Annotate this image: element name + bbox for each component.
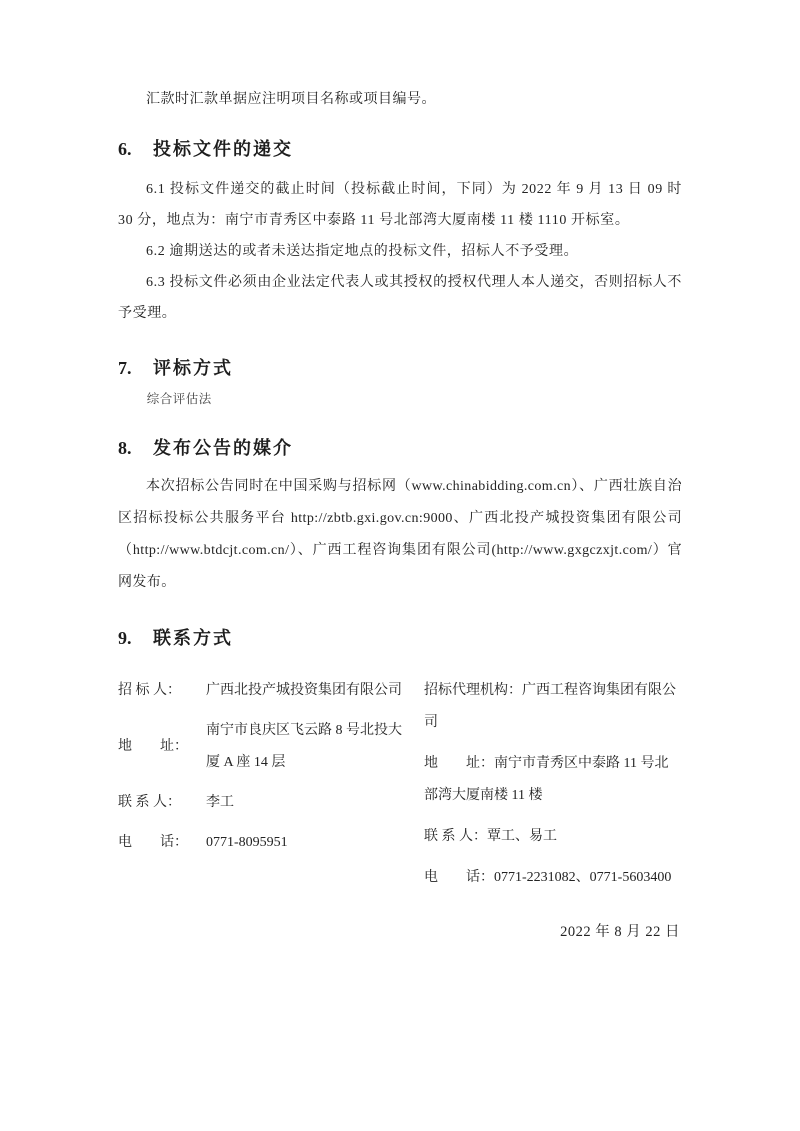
section-6-paragraph-3: 6.3 投标文件必须由企业法定代表人或其授权的授权代理人本人递交，否则招标人不予受理。 <box>118 275 682 321</box>
agency-contact-column <box>424 675 682 903</box>
section-6-number: 6. <box>118 139 132 159</box>
evaluation-method-text: 综合评估法 <box>146 392 212 406</box>
tenderer-contact-person-label: 联 系 人： <box>118 795 181 810</box>
tenderer-contact-column <box>118 675 410 903</box>
document-date: 2022 年 8 月 22 日 <box>560 924 680 940</box>
agency-name-label: 招标代理机构： <box>424 683 522 698</box>
section-7-heading <box>118 355 682 381</box>
tenderer-address-value: 南宁市良庆区飞云路 8 号北投大厦 A 座 14 层 <box>206 723 402 770</box>
agency-phone-label: 电 话： <box>424 870 494 885</box>
section-6-heading <box>118 136 682 162</box>
agency-contact-person-row <box>424 821 682 853</box>
section-9-title: 联系方式 <box>153 628 233 648</box>
agency-contact-person-label: 联 系 人： <box>424 829 487 844</box>
tenderer-contact-person-value: 李工 <box>206 795 234 810</box>
section-8-number: 8. <box>118 438 132 458</box>
section-7-number: 7. <box>118 358 132 378</box>
agency-phone-value: 0771-2231082、0771-5603400 <box>494 870 672 885</box>
tenderer-address-row <box>118 715 410 779</box>
tenderer-phone-label: 电 话： <box>118 835 188 850</box>
remittance-note-line: 汇款时汇款单据应注明项目名称或项目编号。 <box>146 92 436 107</box>
agency-address-label: 地 址： <box>424 756 494 771</box>
agency-phone-row <box>424 862 682 894</box>
section-9-heading <box>118 625 682 651</box>
tenderer-name-label: 招 标 人： <box>118 683 181 698</box>
agency-name-row <box>424 675 682 739</box>
contact-info <box>118 675 682 903</box>
section-9-number: 9. <box>118 628 132 648</box>
agency-address-row <box>424 748 682 812</box>
section-6-paragraph-2: 6.2 逾期送达的或者未送达指定地点的投标文件，招标人不予受理。 <box>146 244 579 259</box>
agency-contact-person-value: 覃工、易工 <box>487 829 557 844</box>
section-6-paragraph-1: 6.1 投标文件递交的截止时间（投标截止时间，下同）为 2022 年 9 月 13 日 09 时 30 分，地点为：南宁市青秀区中泰路 11 号北部湾大厦南楼 11 楼 1110 开标室。 <box>118 182 682 228</box>
tenderer-phone-value: 0771-8095951 <box>206 835 288 850</box>
agency-name-value: 广西工程咨询集团有限公司 <box>424 683 676 730</box>
tenderer-address-label: 地 址： <box>118 739 188 754</box>
tenderer-name-row <box>118 675 410 707</box>
agency-address-value: 南宁市青秀区中泰路 11 号北部湾大厦南楼 11 楼 <box>424 756 669 803</box>
tenderer-phone-row <box>118 827 410 859</box>
tenderer-name-value: 广西北投产城投资集团有限公司 <box>206 683 402 698</box>
announcement-media-paragraph: 本次招标公告同时在中国采购与招标网（www.chinabidding.com.cn）、广西壮族自治区招标投标公共服务平台 http://zbtb.gxi.gov.cn:9000、广西北投产城投资集团有限公司（http://www.btdcjt.com.cn/）、广西工程咨询集团有限公司(http://www.gxgczxjt.com/）官网发布。 <box>118 479 682 590</box>
section-6-title: 投标文件的递交 <box>153 139 293 159</box>
section-7-title: 评标方式 <box>153 358 233 378</box>
section-8-heading <box>118 435 682 461</box>
tenderer-contact-person-row <box>118 787 410 819</box>
section-8-title: 发布公告的媒介 <box>153 438 293 458</box>
